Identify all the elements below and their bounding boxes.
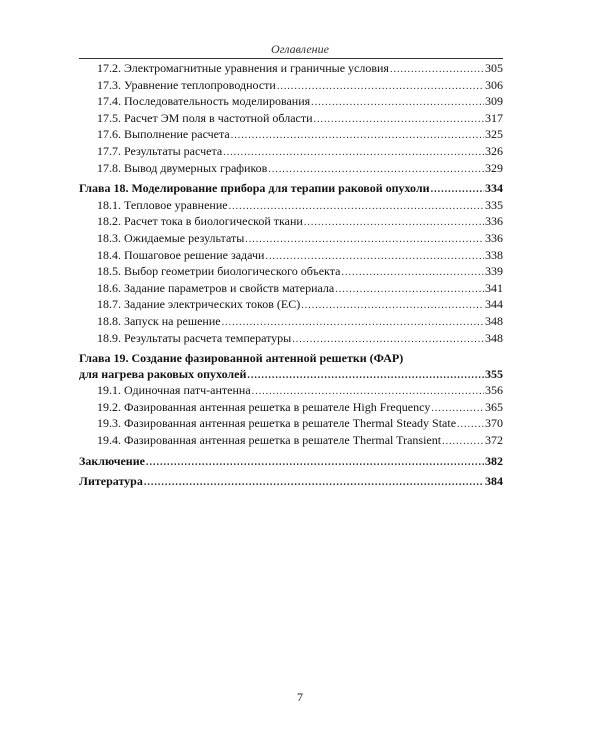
toc-entry-page: 317 xyxy=(485,110,503,125)
dot-leader xyxy=(314,112,484,128)
dot-leader xyxy=(229,199,484,215)
toc-entry-18-5[interactable] xyxy=(79,264,503,281)
toc-entry-title: 17.6. Выполнение расчета xyxy=(97,127,230,142)
toc-entry-page: 370 xyxy=(485,416,503,431)
toc-entry-title: 18.6. Задание параметров и свойств материала xyxy=(97,280,335,295)
toc-entry-title: 19.3. Фазированная антенная решетка в решателе Thermal Steady State xyxy=(97,416,457,431)
toc-entry-title: 19.1. Одиночная патч-антенна xyxy=(97,383,251,398)
toc-entry-18-8[interactable] xyxy=(79,314,503,331)
dot-leader xyxy=(457,417,484,433)
dot-leader xyxy=(390,62,484,78)
toc-entry-title: 18.7. Задание электрических токов (EC) xyxy=(97,297,301,312)
toc-literature[interactable] xyxy=(79,474,503,491)
toc-chapter-page: 384 xyxy=(485,474,503,489)
toc-conclusion[interactable] xyxy=(79,454,503,471)
toc-entry-17-3[interactable] xyxy=(79,78,503,95)
dot-leader xyxy=(223,145,484,161)
toc-entry-title: 18.1. Тепловое уравнение xyxy=(97,197,228,212)
toc-entry-page: 338 xyxy=(485,247,503,262)
toc-entry-title: 18.5. Выбор геометрии биологического объекта xyxy=(97,264,341,279)
toc-entry-19-2[interactable] xyxy=(79,400,503,417)
dot-leader xyxy=(245,232,484,248)
toc-entry-page: 336 xyxy=(485,230,503,245)
toc-chapter-page: 334 xyxy=(485,181,503,196)
toc-entry-19-4[interactable] xyxy=(79,433,503,450)
toc-entry-title: 17.8. Вывод двумерных графиков xyxy=(97,160,268,175)
toc-entry-page: 336 xyxy=(485,214,503,229)
toc-entry-17-5[interactable] xyxy=(79,111,503,128)
toc-entry-page: 348 xyxy=(485,313,503,328)
toc-chapter-title: для нагрева раковых опухолей xyxy=(79,366,247,381)
toc-entry-18-2[interactable] xyxy=(79,214,503,231)
toc-entry-page: 326 xyxy=(485,143,503,158)
toc-entry-18-6[interactable] xyxy=(79,281,503,298)
toc-entry-page: 365 xyxy=(485,399,503,414)
dot-leader xyxy=(247,368,484,384)
dot-leader xyxy=(301,298,484,314)
toc-entry-title: 17.2. Электромагнитные уравнения и граничные условия xyxy=(97,61,389,75)
toc-entry-page: 325 xyxy=(485,127,503,142)
dot-leader xyxy=(292,332,484,348)
table-of-contents xyxy=(79,61,503,491)
toc-entry-18-4[interactable] xyxy=(79,248,503,265)
toc-entry-title: 17.3. Уравнение теплопроводности xyxy=(97,77,276,92)
toc-entry-18-9[interactable] xyxy=(79,331,503,348)
dot-leader xyxy=(431,401,484,417)
running-title: Оглавление xyxy=(271,42,329,56)
toc-chapter-title: Заключение xyxy=(79,453,145,468)
toc-entry-18-3[interactable] xyxy=(79,231,503,248)
dot-leader xyxy=(341,265,484,281)
dot-leader xyxy=(431,182,484,198)
dot-leader xyxy=(146,455,484,471)
toc-entry-page: 348 xyxy=(485,330,503,345)
dot-leader xyxy=(252,384,484,400)
toc-entry-title: 17.7. Результаты расчета xyxy=(97,143,223,158)
header-rule xyxy=(79,58,503,59)
dot-leader xyxy=(311,95,484,111)
toc-entry-page: 356 xyxy=(485,383,503,398)
dot-leader xyxy=(231,128,484,144)
toc-chapter-title: Глава 18. Моделирование прибора для терапии раковой опухоли xyxy=(79,181,430,196)
dot-leader xyxy=(304,215,484,231)
dot-leader xyxy=(268,162,484,178)
toc-entry-18-1[interactable] xyxy=(79,198,503,215)
toc-entry-page: 305 xyxy=(485,61,503,75)
dot-leader xyxy=(442,434,484,450)
toc-entry-title: 18.3. Ожидаемые результаты xyxy=(97,230,245,245)
dot-leader xyxy=(222,315,484,331)
toc-chapter-page: 355 xyxy=(485,366,503,381)
toc-entry-title: 18.2. Расчет тока в биологической ткани xyxy=(97,214,303,229)
toc-entry-17-7[interactable] xyxy=(79,144,503,161)
toc-entry-18-7[interactable] xyxy=(79,297,503,314)
toc-entry-page: 341 xyxy=(485,280,503,295)
toc-entry-17-2[interactable] xyxy=(79,61,503,78)
toc-entry-title: 17.4. Последовательность моделирования xyxy=(97,94,311,109)
toc-entry-19-1[interactable] xyxy=(79,383,503,400)
toc-entry-page: 329 xyxy=(485,160,503,175)
toc-entry-17-8[interactable] xyxy=(79,161,503,178)
toc-entry-19-3[interactable] xyxy=(79,416,503,433)
dot-leader xyxy=(335,282,484,298)
toc-entry-page: 372 xyxy=(485,433,503,448)
toc-entry-title: 19.2. Фазированная антенная решетка в решателе High Frequency xyxy=(97,399,431,414)
toc-chapter-18[interactable] xyxy=(79,181,503,198)
toc-chapter-title: Литература xyxy=(79,474,143,489)
toc-entry-page: 339 xyxy=(485,264,503,279)
toc-chapter-19-line1[interactable]: Глава 19. Создание фазированной антенной решетки (ФАР) xyxy=(79,351,404,366)
toc-chapter-page: 382 xyxy=(485,453,503,468)
toc-entry-page: 309 xyxy=(485,94,503,109)
dot-leader xyxy=(277,79,484,95)
toc-entry-title: 18.8. Запуск на решение xyxy=(97,313,221,328)
toc-entry-17-4[interactable] xyxy=(79,94,503,111)
toc-entry-page: 306 xyxy=(485,77,503,92)
toc-entry-title: 18.9. Результаты расчета температуры xyxy=(97,330,292,345)
dot-leader xyxy=(265,249,484,265)
page-number: 7 xyxy=(297,690,303,704)
toc-entry-page: 344 xyxy=(485,297,503,312)
toc-entry-title: 17.5. Расчет ЭМ поля в частотной области xyxy=(97,110,313,125)
toc-entry-title: 19.4. Фазированная антенная решетка в решателе Thermal Transient xyxy=(97,433,442,448)
toc-entry-title: 18.4. Пошаговое решение задачи xyxy=(97,247,265,262)
toc-entry-page: 335 xyxy=(485,197,503,212)
dot-leader xyxy=(144,475,484,491)
toc-chapter-19[interactable] xyxy=(79,367,503,384)
toc-entry-17-6[interactable] xyxy=(79,127,503,144)
